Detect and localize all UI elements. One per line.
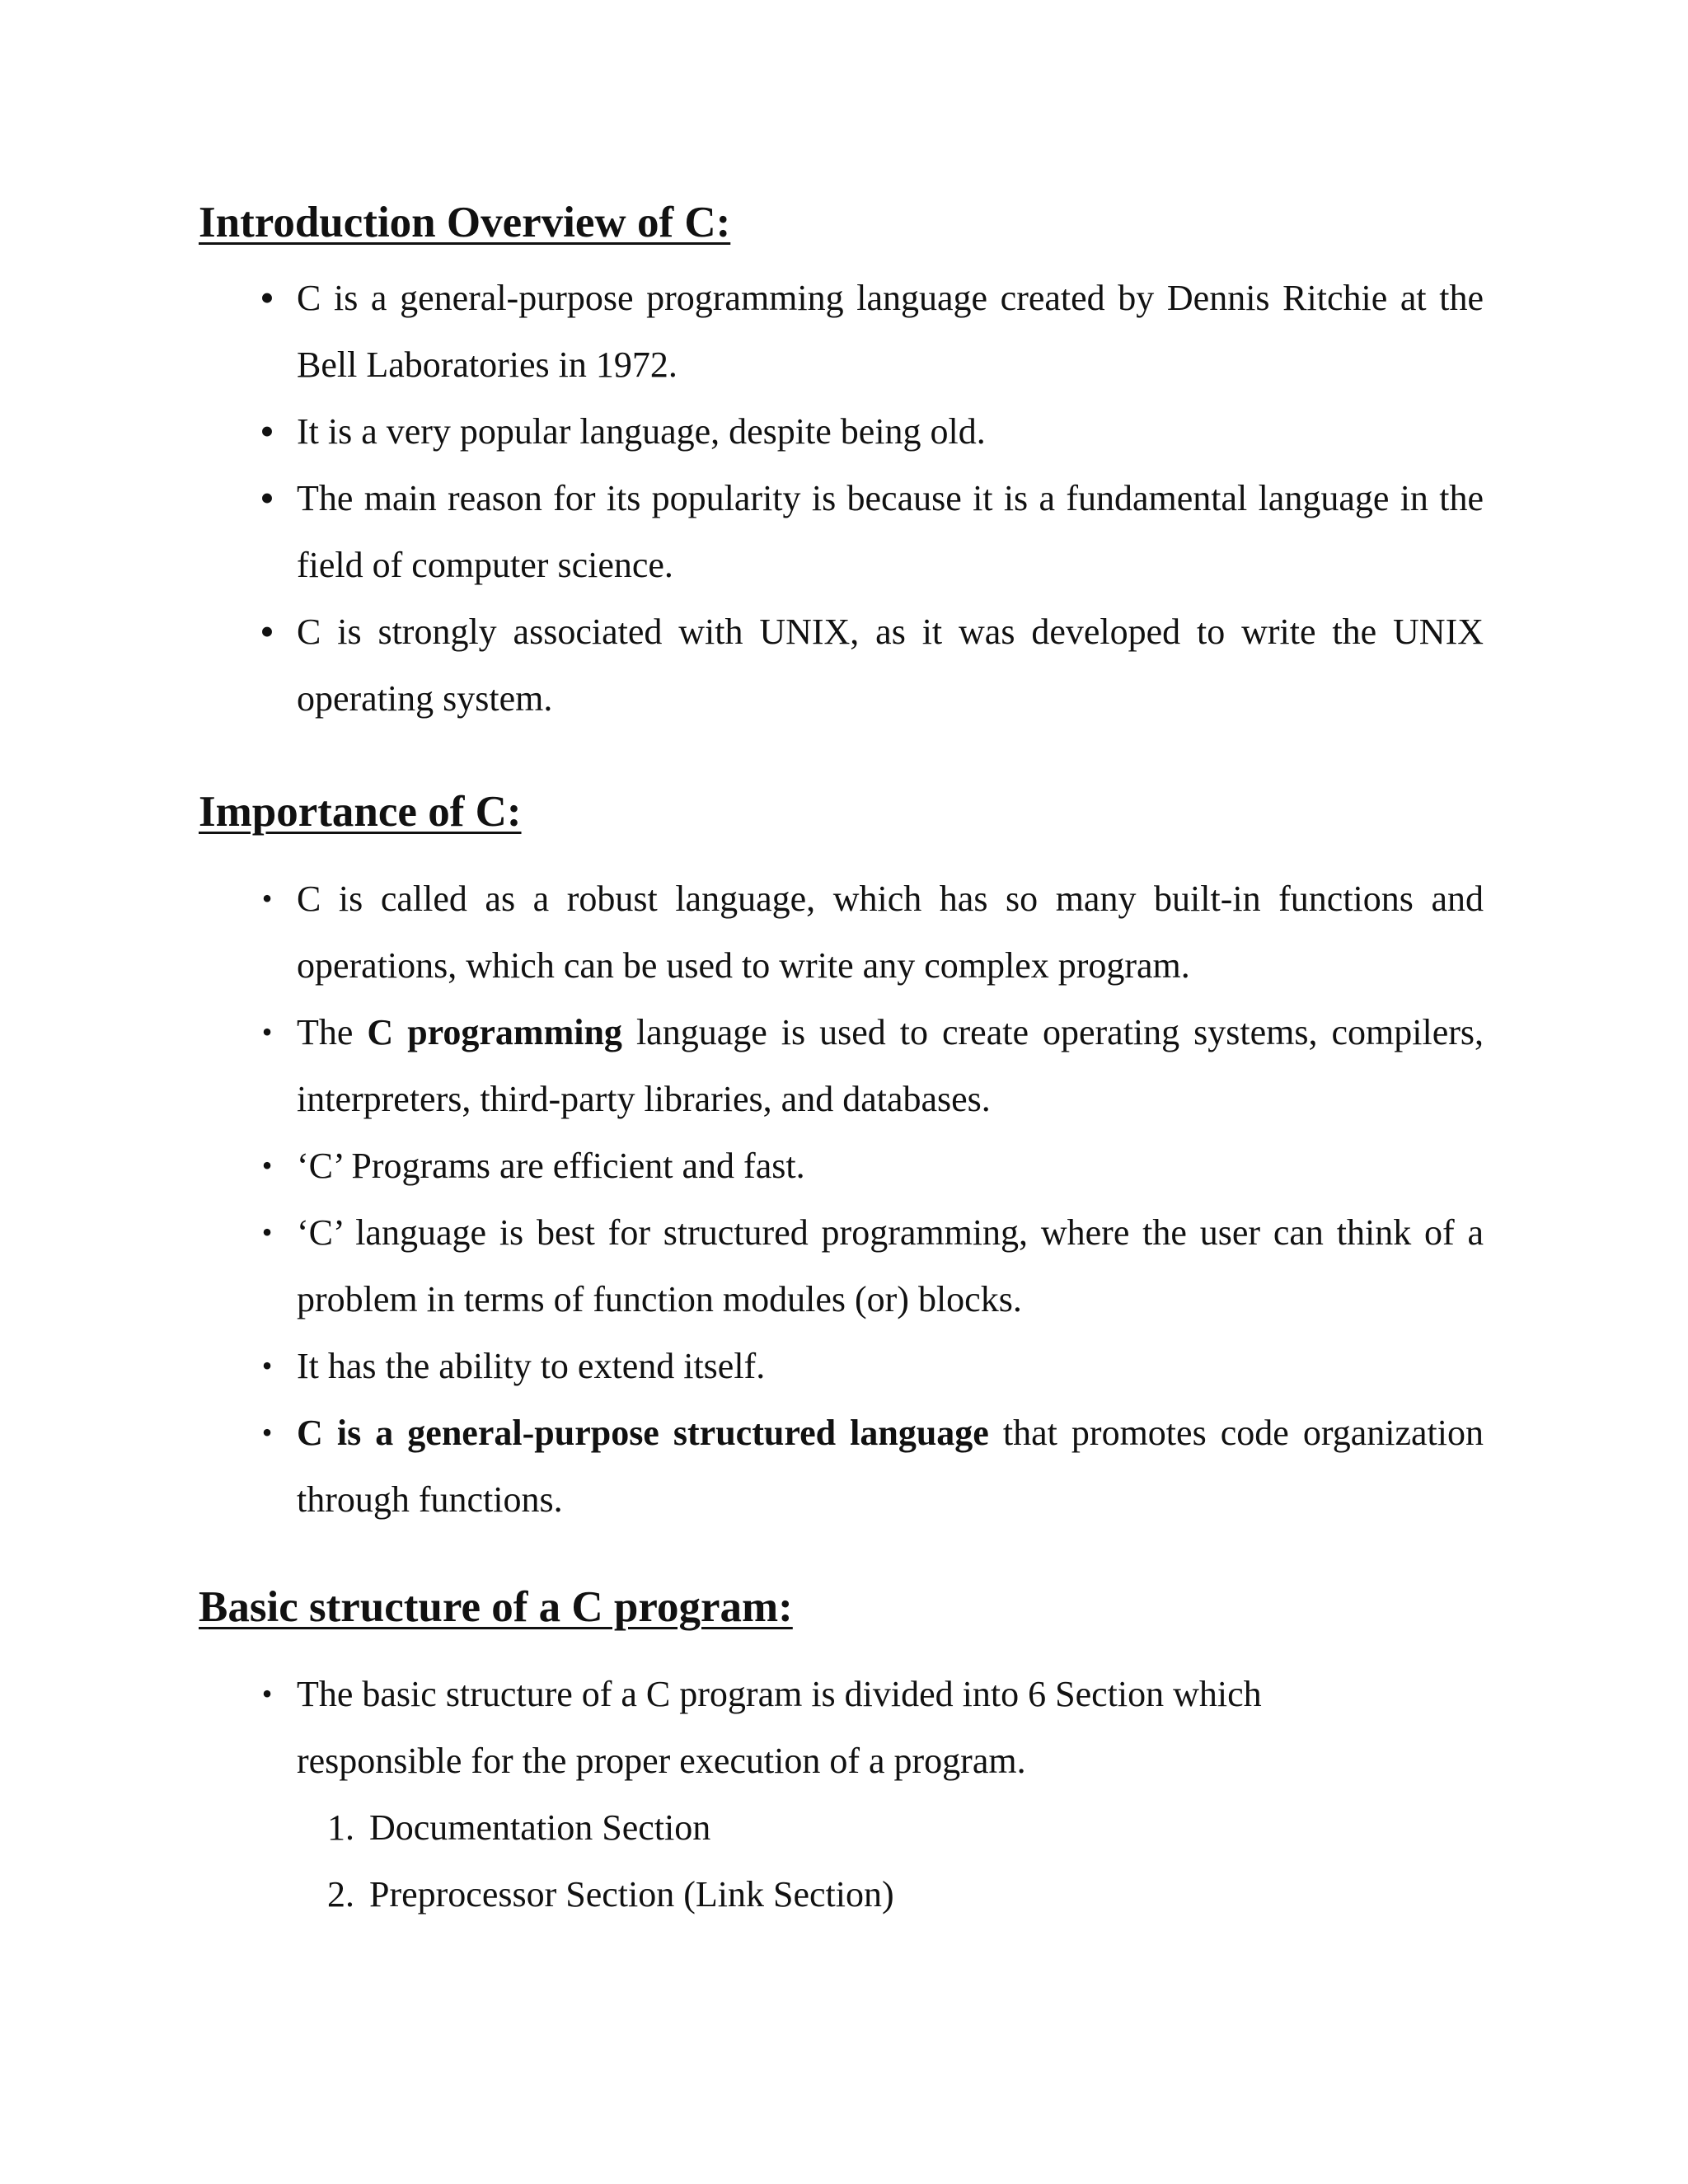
list-item-text: C is strongly associated with UNIX, as it was developed to write the UNIX operating system. <box>297 612 1484 719</box>
bullet-icon: • <box>260 608 274 654</box>
bullet-icon: • <box>260 475 274 521</box>
list-item <box>261 1661 1368 1794</box>
bullet-icon: • <box>261 1216 273 1249</box>
numbered-item-text: Preprocessor Section (Link Section) <box>369 1874 894 1915</box>
list-item <box>261 865 1484 999</box>
bullet-icon: • <box>260 408 274 454</box>
list-item <box>261 999 1484 1132</box>
section-heading-basic-structure: Basic structure of a C program: <box>199 1583 793 1631</box>
list-item <box>260 598 1484 732</box>
section-heading-importance: Importance of C: <box>199 788 522 836</box>
list-item-prefix: The <box>297 1012 354 1052</box>
importance-bullet-list <box>0 865 1484 1533</box>
list-item-bold-text: C programming <box>367 1012 622 1052</box>
list-item-text: C is called as a robust language, which has so many built-in functions and operations, which can be used to write any complex program. <box>297 879 1484 986</box>
list-item <box>261 1199 1484 1333</box>
bullet-icon: • <box>261 882 273 915</box>
list-item-text: The main reason for its popularity is because it is a fundamental language in the field of computer science. <box>297 478 1484 585</box>
bullet-icon: • <box>261 1015 273 1048</box>
list-item <box>260 265 1484 398</box>
bullet-icon: • <box>260 274 274 321</box>
numbered-item-text: Documentation Section <box>369 1807 711 1848</box>
list-item-suffix: language is used to create operating systems, compilers, interpreters, third-party libraries, and databases. <box>297 1012 1484 1119</box>
introduction-bullet-list <box>0 265 1484 732</box>
list-item-text: ‘C’ language is best for structured programming, where the user can think of a problem in terms of function modules (or) blocks. <box>297 1212 1484 1319</box>
bullet-icon: • <box>261 1416 273 1449</box>
list-item <box>261 1333 1484 1399</box>
bullet-icon: • <box>261 1149 273 1182</box>
list-item-bold-text: C is a general-purpose structured language <box>297 1413 989 1453</box>
list-item <box>261 1399 1484 1533</box>
list-item <box>260 398 1484 465</box>
list-item-text: It has the ability to extend itself. <box>297 1346 766 1386</box>
list-item <box>260 465 1484 598</box>
bullet-icon: • <box>261 1677 273 1710</box>
basic-structure-bullet-list <box>0 1661 1368 1794</box>
numbered-list-item <box>327 1794 894 1861</box>
list-item-text: It is a very popular language, despite being old. <box>297 411 986 452</box>
list-number: 2. <box>327 1874 354 1915</box>
section-heading-introduction: Introduction Overview of C: <box>199 199 731 246</box>
numbered-list-item <box>327 1861 894 1928</box>
list-item <box>261 1132 1484 1199</box>
section-numbered-list <box>0 1794 894 1928</box>
list-item-text: C is a general-purpose programming language created by Dennis Ritchie at the Bell Laboratories in 1972. <box>297 278 1484 385</box>
bullet-icon: • <box>261 1349 273 1382</box>
list-item-text: ‘C’ Programs are efficient and fast. <box>297 1146 805 1186</box>
list-number: 1. <box>327 1807 354 1848</box>
list-item-text: The basic structure of a C program is divided into 6 Section which responsible for the proper execution of a program. <box>297 1674 1262 1781</box>
list-item-suffix: that promotes code organization through functions. <box>297 1413 1484 1520</box>
